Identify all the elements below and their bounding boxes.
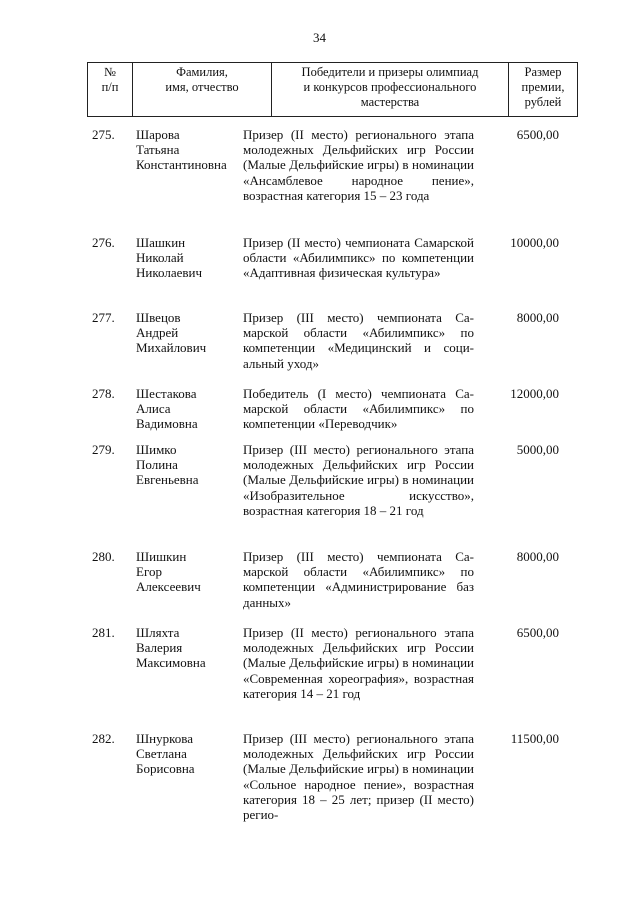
entry-description: Призер (II место) регионального этапа молодежных Дельфийских игр России (Малые Дельфийские игры) в номинации «Ансамблевое народное пение», возрастная категория 15 – 23 года [243, 127, 474, 203]
header-name-line1: Фамилия, [176, 65, 228, 79]
entry-description: Призер (III место) регионального этапа молодежных Дельфийских игр России (Малые Дельфийские игры) в номинации «Изобразительное искусство», возрастная категория 18 – 21 год [243, 442, 474, 518]
entry-patronymic: Борисовна [136, 761, 195, 777]
entry-full-name [136, 127, 240, 173]
entry-description: Призер (III место) чемпионата Самарской области «Абилимпикс» по компетенции «Медицинский и социальный уход» [243, 310, 474, 371]
header-description-line1: Победители и призеры олимпиад [301, 65, 479, 79]
entry-description: Призер (III место) регионального этапа молодежных Дельфийских игр России (Малые Дельфийские игры) в номинации «Сольное народное пение», возрастная категория 18 – 25 лет; призер (II место) регио- [243, 731, 474, 823]
entry-prize: 6500,00 [516, 625, 559, 640]
entry-number: 277. [92, 310, 115, 325]
header-prize-line1: Размер [524, 65, 562, 79]
header-description-line3: мастерства [360, 95, 420, 109]
entry-patronymic: Николаевич [136, 265, 202, 281]
header-number-line1: № [104, 65, 116, 79]
entry-full-name [136, 235, 240, 281]
entry-description: Призер (II место) регионального этапа молодежных Дельфийских игр России (Малые Дельфийские игры) в номинации «Современная хореография», возрастная категория 14 – 21 год [243, 625, 474, 701]
header-prize-line3: рублей [524, 95, 562, 109]
entry-full-name [136, 442, 240, 488]
entry-prize: 10000,00 [510, 235, 559, 250]
entry-patronymic: Максимовна [136, 655, 206, 671]
entry-surname: Шнуркова [136, 731, 193, 746]
entry-description: Призер (III место) чемпионата Самарской области «Абилимпикс» по компетенции «Администрирование баз данных» [243, 549, 474, 610]
entry-full-name [136, 731, 240, 777]
entry-surname: Шимко [136, 442, 177, 457]
entry-number: 280. [92, 549, 115, 564]
entry-first-name: Николай [136, 250, 184, 266]
table-header [87, 62, 578, 117]
header-name-cell [133, 63, 272, 117]
entry-surname: Шашкин [136, 235, 186, 250]
entry-description: Победитель (I место) чемпионата Самарской области «Абилимпикс» по компетенции «Переводчик» [243, 386, 474, 432]
entry-surname: Шарова [136, 127, 180, 142]
entry-first-name: Полина [136, 457, 178, 473]
entry-number: 279. [92, 442, 115, 457]
entry-patronymic: Алексеевич [136, 579, 201, 595]
entry-surname: Шестакова [136, 386, 197, 401]
entry-description: Призер (II место) чемпионата Самарской области «Абилимпикс» по компетенции «Адаптивная физическая культура» [243, 235, 474, 281]
entry-full-name [136, 549, 240, 595]
entry-number: 281. [92, 625, 115, 640]
entry-first-name: Валерия [136, 640, 183, 656]
entry-prize: 8000,00 [516, 310, 559, 325]
entry-first-name: Андрей [136, 325, 179, 341]
entry-first-name: Светлана [136, 746, 187, 762]
header-name-line2: имя, отчество [165, 80, 239, 94]
entry-prize: 12000,00 [510, 386, 559, 401]
header-description-cell [272, 63, 509, 117]
header-number-cell [88, 63, 133, 117]
header-description-line2: и конкурсов профессионального [303, 80, 477, 94]
header-number-line2: п/п [101, 80, 119, 94]
entry-prize: 5000,00 [516, 442, 559, 457]
entry-surname: Шляхта [136, 625, 180, 640]
entry-patronymic: Михайлович [136, 340, 207, 356]
entry-number: 276. [92, 235, 115, 250]
entry-patronymic: Вадимовна [136, 416, 198, 432]
entry-first-name: Алиса [136, 401, 171, 417]
header-prize-line2: премии, [521, 80, 565, 94]
entry-patronymic: Евгеньевна [136, 472, 199, 488]
entry-prize: 11500,00 [510, 731, 559, 746]
entry-full-name [136, 386, 240, 432]
entry-number: 275. [92, 127, 115, 142]
entry-number: 282. [92, 731, 115, 746]
entry-prize: 6500,00 [516, 127, 559, 142]
entry-patronymic: Константиновна [136, 157, 227, 173]
entry-surname: Шишкин [136, 549, 187, 564]
header-prize-cell [509, 63, 578, 117]
entry-full-name [136, 625, 240, 671]
page-number: 34 [313, 30, 326, 45]
entry-first-name: Егор [136, 564, 162, 580]
entry-surname: Швецов [136, 310, 181, 325]
entry-first-name: Татьяна [136, 142, 180, 158]
entry-full-name [136, 310, 240, 356]
entry-prize: 8000,00 [516, 549, 559, 564]
entry-number: 278. [92, 386, 115, 401]
